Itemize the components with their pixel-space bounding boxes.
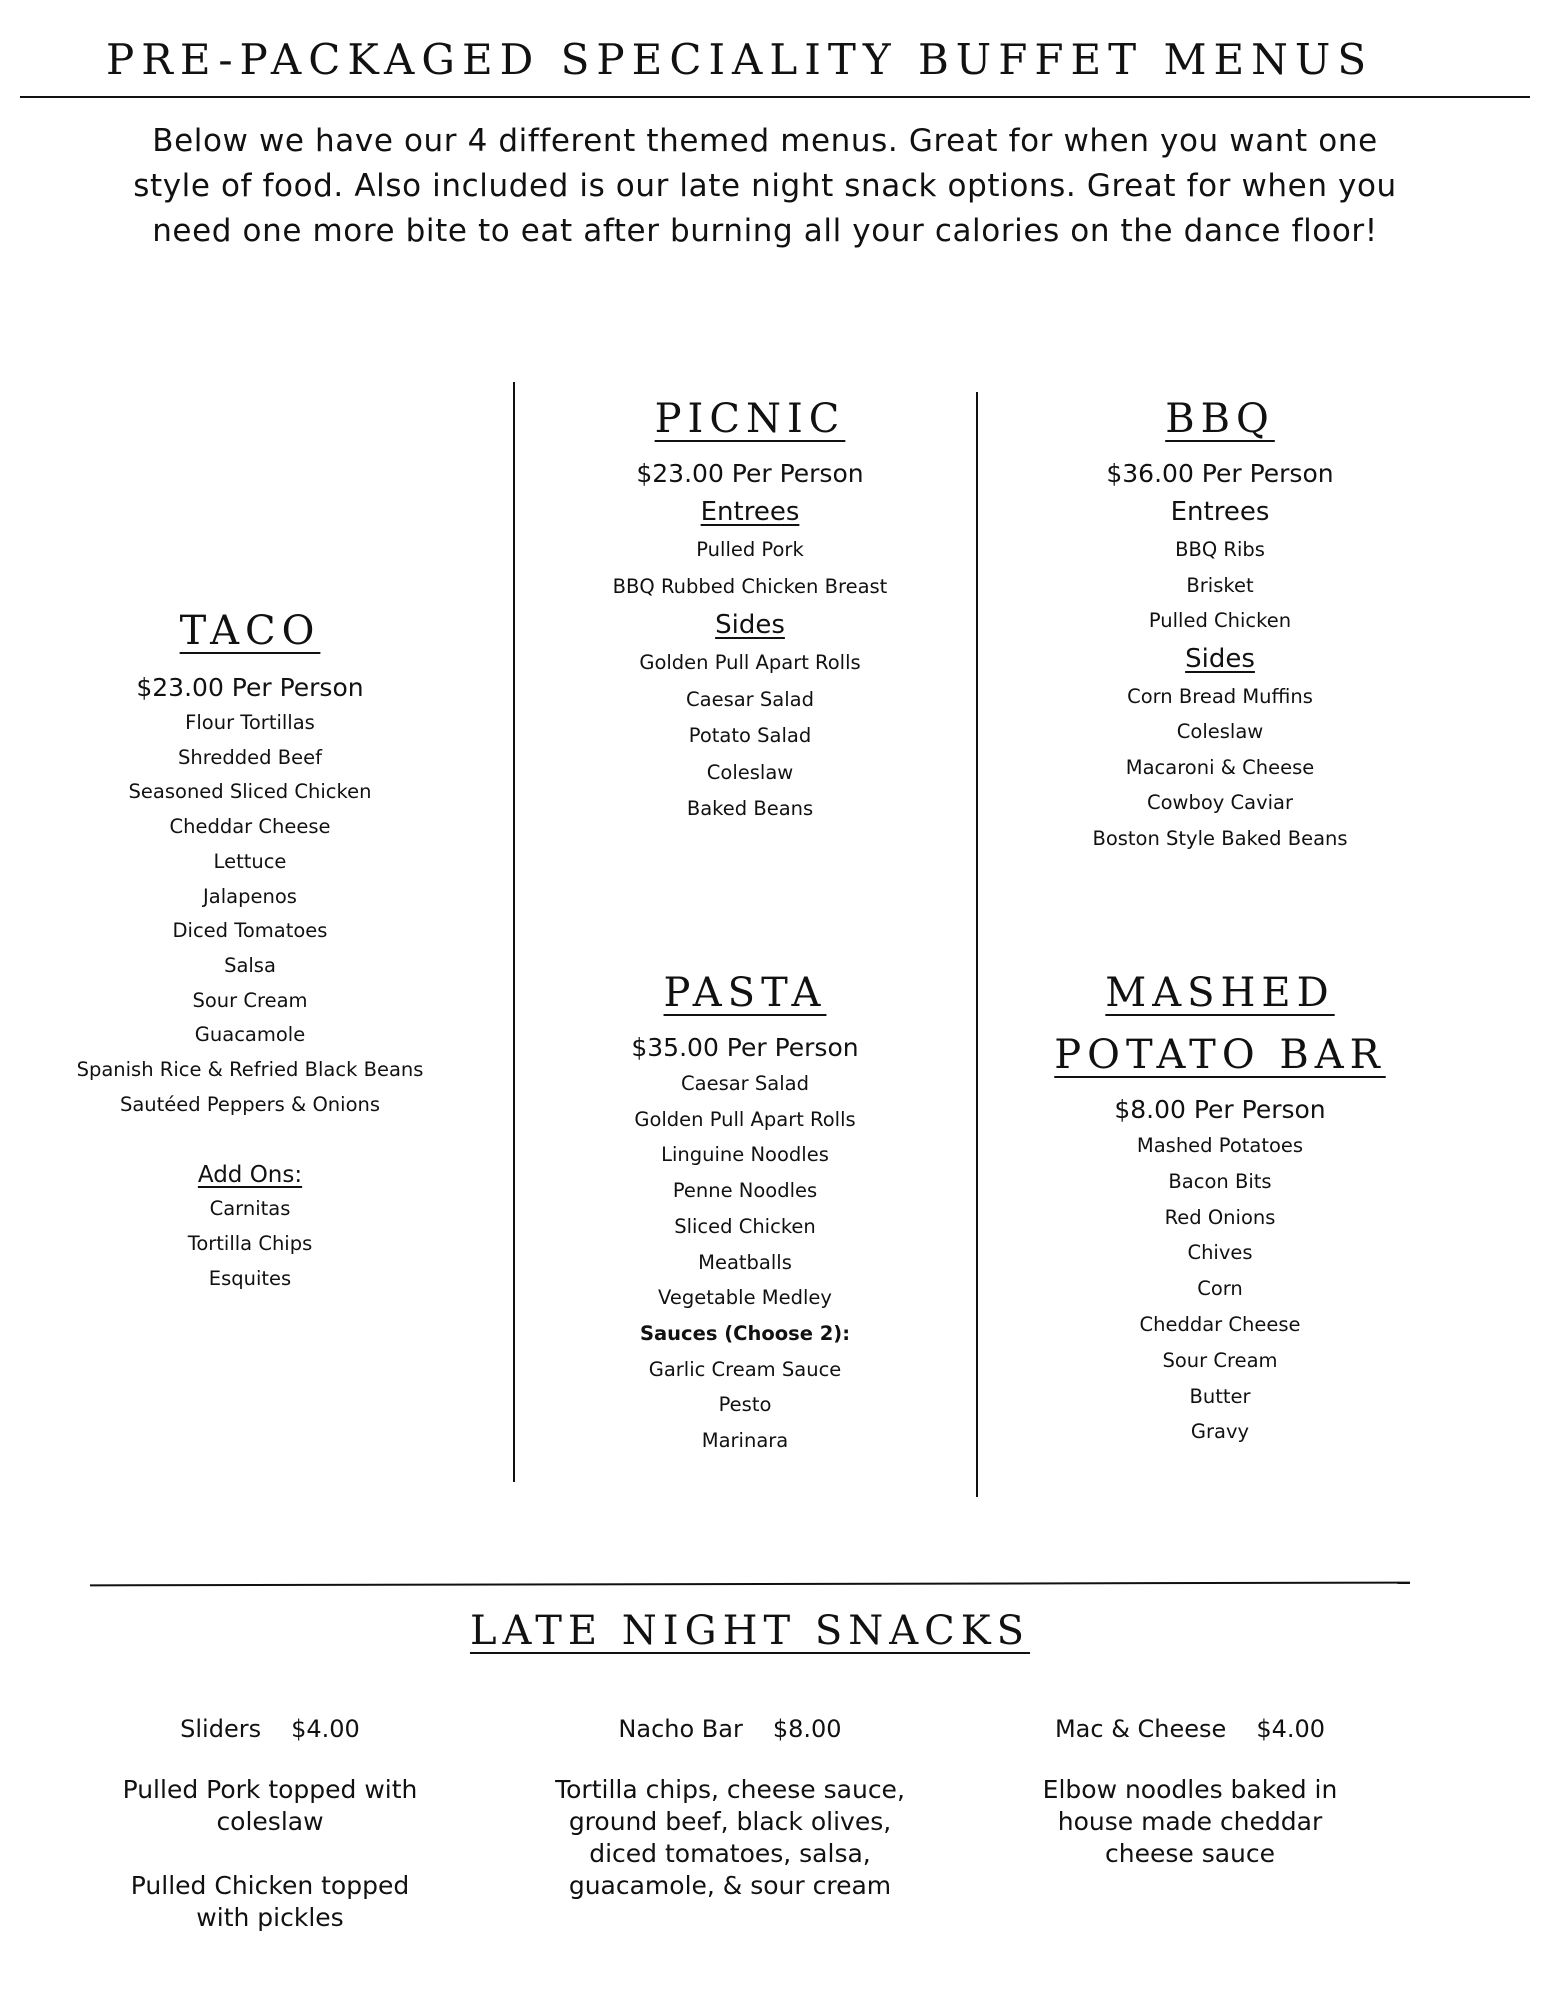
- menu-item: Cheddar Cheese: [169, 815, 331, 839]
- menu-item: BBQ Rubbed Chicken Breast: [612, 574, 888, 598]
- menu-item: Shredded Beef: [178, 745, 322, 769]
- menu-item: Linguine Noodles: [661, 1143, 829, 1167]
- menu-item: Sour Cream: [192, 988, 308, 1012]
- bbq-sides: [1030, 679, 1410, 857]
- snack-sliders: [110, 1712, 430, 1934]
- menu-item: Lettuce: [213, 849, 287, 873]
- bbq-sides-heading: [1030, 639, 1410, 679]
- bottom-divider: [90, 1582, 1410, 1587]
- bbq-title: [1030, 388, 1410, 450]
- snack-header: [110, 1712, 430, 1746]
- pasta-title-text: PASTA: [663, 970, 827, 1016]
- mashed-title-line2-text: POTATO BAR: [1054, 1032, 1386, 1078]
- menu-item: Tortilla Chips: [187, 1232, 313, 1256]
- taco-addons: [60, 1192, 440, 1296]
- mashed-items: [1030, 1128, 1410, 1450]
- taco-menu: [60, 600, 440, 1297]
- menu-item: Potato Salad: [688, 724, 812, 747]
- mashed-price: $8.00 Per Person: [1114, 1095, 1326, 1124]
- picnic-sides-label: Sides: [715, 610, 785, 640]
- snack-header: [1030, 1712, 1350, 1746]
- snack-name: Sliders: [180, 1715, 262, 1743]
- menu-item: Cowboy Caviar: [1146, 791, 1294, 814]
- column-divider-left: [513, 382, 515, 1482]
- menu-item: Gravy: [1190, 1420, 1250, 1444]
- bbq-sides-label: Sides: [1185, 643, 1255, 674]
- bbq-title-text: BBQ: [1165, 396, 1275, 442]
- snack-name: Nacho Bar: [618, 1715, 743, 1743]
- menu-item: Golden Pull Apart Rolls: [634, 1107, 856, 1131]
- bbq-entrees: [1030, 532, 1410, 639]
- taco-price: $23.00 Per Person: [136, 673, 364, 702]
- taco-addons-label: Add Ons:: [197, 1162, 303, 1189]
- pasta-price: $35.00 Per Person: [631, 1033, 859, 1062]
- menu-item: Carnitas: [209, 1197, 291, 1221]
- mashed-title-line1-text: MASHED: [1105, 970, 1335, 1016]
- pasta-title: [550, 962, 940, 1024]
- bbq-price: $36.00 Per Person: [1106, 459, 1334, 488]
- menu-item: Sautéed Peppers & Onions: [119, 1092, 381, 1116]
- snack-nacho-bar: [550, 1712, 910, 1902]
- picnic-entrees-label: Entrees: [700, 497, 800, 527]
- column-divider-right: [976, 392, 978, 1497]
- menu-item: Jalapenos: [203, 884, 297, 908]
- mashed-title-line2: [1030, 1024, 1410, 1086]
- menu-item: Macaroni & Cheese: [1125, 755, 1315, 779]
- picnic-price: $23.00 Per Person: [636, 459, 864, 488]
- picnic-title-text: PICNIC: [654, 396, 846, 442]
- taco-title-text: TACO: [179, 608, 321, 654]
- menu-item: Pulled Chicken: [1148, 609, 1292, 632]
- mashed-title-line1: [1030, 962, 1410, 1024]
- menu-item: Coleslaw: [706, 760, 794, 784]
- menu-item: BBQ Ribs: [1175, 538, 1265, 561]
- menu-item: Garlic Cream Sauce: [648, 1357, 842, 1381]
- menu-item: Spanish Rice & Refried Black Beans: [76, 1058, 424, 1082]
- menu-item: Caesar Salad: [681, 1072, 809, 1095]
- menu-item: Red Onions: [1164, 1205, 1276, 1229]
- snack-mac-and-cheese: [1030, 1712, 1350, 1870]
- menu-item: Boston Style Baked Beans: [1092, 826, 1348, 850]
- snack-description: Pulled Pork topped with coleslaw: [122, 1775, 418, 1836]
- taco-addons-heading: [60, 1158, 440, 1192]
- menu-item: Marinara: [701, 1429, 789, 1453]
- intro-text: Below we have our 4 different themed menus. Great for when you want one style of food. Also included is our late night snack options. Great for when you need one more bite to eat after burning all your calories on the dance floor!: [133, 123, 1397, 249]
- snack-description: Elbow noodles baked in house made cheddar cheese sauce: [1042, 1775, 1338, 1868]
- page-title: PRE-PACKAGED SPECIALITY BUFFET MENUS: [106, 35, 1374, 84]
- menu-item: Flour Tortillas: [185, 711, 315, 734]
- pasta-sauces-heading: Sauces (Choose 2):: [639, 1321, 851, 1345]
- menu-item: Corn: [1197, 1277, 1243, 1301]
- snack-description: Pulled Chicken topped with pickles: [130, 1871, 410, 1932]
- menu-item: Seasoned Sliced Chicken: [128, 780, 372, 804]
- menu-item: Sour Cream: [1162, 1348, 1278, 1372]
- menu-item: Caesar Salad: [686, 687, 814, 711]
- late-night-snacks-title-text: LATE NIGHT SNACKS: [469, 1608, 1031, 1654]
- bbq-menu: [1030, 388, 1410, 856]
- menu-item: Salsa: [224, 953, 276, 977]
- pasta-items: [550, 1066, 940, 1316]
- taco-items: [60, 706, 440, 1122]
- picnic-title: [560, 388, 940, 450]
- late-night-snacks-title: [340, 1600, 1160, 1662]
- pasta-sauces: [550, 1352, 940, 1459]
- snack-price: $8.00: [772, 1715, 842, 1743]
- picnic-menu: [560, 388, 940, 828]
- picnic-sides: [560, 645, 940, 828]
- pasta-menu: [550, 962, 940, 1459]
- menu-item: Pulled Pork: [696, 538, 804, 561]
- menu-item: Sliced Chicken: [674, 1214, 816, 1238]
- mashed-potato-bar-menu: [1030, 962, 1410, 1450]
- picnic-entrees: [560, 532, 940, 605]
- menu-item: Vegetable Medley: [658, 1286, 832, 1310]
- menu-item: Baked Beans: [686, 797, 814, 820]
- menu-item: Penne Noodles: [672, 1179, 818, 1203]
- menu-item: Diced Tomatoes: [172, 919, 328, 943]
- menu-item: Coleslaw: [1176, 720, 1264, 743]
- menu-item: Guacamole: [194, 1023, 306, 1047]
- menu-item: Chives: [1187, 1241, 1253, 1265]
- menu-item: Golden Pull Apart Rolls: [639, 651, 861, 674]
- taco-title: [60, 600, 440, 662]
- menu-item: Cheddar Cheese: [1139, 1312, 1301, 1336]
- snack-price: $4.00: [1256, 1715, 1326, 1743]
- snack-price: $4.00: [291, 1715, 360, 1743]
- menu-item: Brisket: [1186, 573, 1254, 597]
- bbq-entrees-heading: Entrees: [1170, 497, 1270, 527]
- snack-header: [550, 1712, 910, 1746]
- menu-item: Esquites: [208, 1266, 292, 1290]
- picnic-entrees-heading: [560, 492, 940, 532]
- snack-name: Mac & Cheese: [1054, 1715, 1227, 1743]
- menu-item: Corn Bread Muffins: [1127, 684, 1313, 708]
- menu-item: Pesto: [718, 1393, 772, 1417]
- picnic-sides-heading: [560, 605, 940, 645]
- menu-item: Meatballs: [698, 1250, 792, 1274]
- menu-item: Mashed Potatoes: [1136, 1134, 1304, 1157]
- menu-item: Bacon Bits: [1168, 1169, 1272, 1193]
- top-divider: [20, 96, 1530, 98]
- menu-item: Butter: [1189, 1384, 1251, 1408]
- snack-description: Tortilla chips, cheese sauce, ground beef, black olives, diced tomatoes, salsa, guacamole, & sour cream: [555, 1775, 905, 1900]
